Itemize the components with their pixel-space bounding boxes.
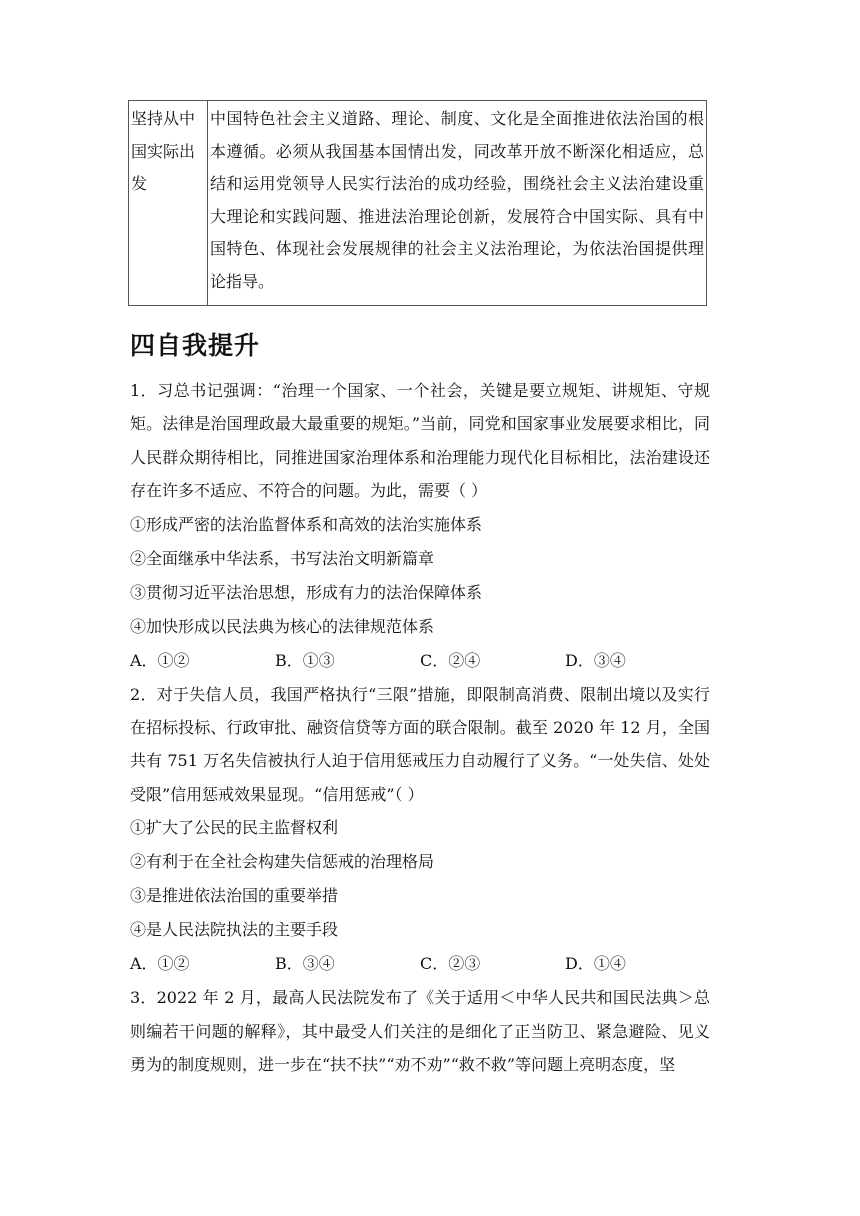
choice-b: B．①③ <box>275 650 335 670</box>
statement-option: ①形成严密的法治监督体系和高效的法治实施体系 <box>130 514 483 534</box>
choice-a: A．①② <box>130 954 190 974</box>
table-cell-label: 坚持从中国实际出发 <box>129 101 208 306</box>
question-stem: 2．对于失信人员，我国严格执行“三限”措施，即限制高消费、限制出境以及实行在招标投标、行政审批、融资信贷等方面的联合限制。截至 2020 年 12 月，全国共有 751 万名失信被执行人迫于信用惩戒压力自动履行了义务。“一处失信、处处受限”信用惩戒效果显现。“信用惩戒”（ ） <box>130 684 710 804</box>
question-3 <box>130 981 710 1081</box>
choice-d: D．③④ <box>565 650 626 670</box>
statement-option: ①扩大了公民的民主监督权利 <box>130 818 339 838</box>
question-1 <box>130 374 710 678</box>
statement-option: ②全面继承中华法系，书写法治文明新篇章 <box>130 548 435 568</box>
choice-b: B．③④ <box>275 954 335 974</box>
section-heading: 四自我提升 <box>130 331 261 360</box>
statement-option: ③是推进依法治国的重要举措 <box>130 886 339 906</box>
answer-choices <box>130 947 710 981</box>
statement-option: ④是人民法院执法的主要手段 <box>130 920 339 940</box>
choice-d: D．①④ <box>565 954 626 974</box>
answer-choices <box>130 644 710 678</box>
choice-c: C．②③ <box>420 954 481 974</box>
choice-a: A．①② <box>130 650 190 670</box>
question-stem: 1．习总书记强调：“治理一个国家、一个社会，关键是要立规矩、讲规矩、守规矩。法律是治国理政最大最重要的规矩。”当前，同党和国家事业发展要求相比，同人民群众期待相比，同推进国家治理体系和治理能力现代化目标相比，法治建设还存在许多不适应、不符合的问题。为此，需要（ ） <box>130 381 710 501</box>
table-row <box>129 101 707 306</box>
statement-option: ②有利于在全社会构建失信惩戒的治理格局 <box>130 852 435 872</box>
question-list <box>130 374 710 1081</box>
statement-option: ③贯彻习近平法治思想，形成有力的法治保障体系 <box>130 582 483 602</box>
choice-c: C．②④ <box>420 650 481 670</box>
principle-table <box>128 100 707 306</box>
question-stem: 3．2022 年 2 月，最高人民法院发布了《关于适用＜中华人民共和国民法典＞总则编若干问题的解释》，其中最受人们关注的是细化了正当防卫、紧急避险、见义勇为的制度规则，进一步在“扶不扶”“劝不劝”“救不救”等问题上亮明态度，坚 <box>130 988 710 1075</box>
question-2 <box>130 678 710 982</box>
table-cell-content: 中国特色社会主义道路、理论、制度、文化是全面推进依法治国的根本遵循。必须从我国基本国情出发，同改革开放不断深化相适应，总结和运用党领导人民实行法治的成功经验，围绕社会主义法治建设重大理论和实践问题、推进法治理论创新，发展符合中国实际、具有中国特色、体现社会发展规律的社会主义法治理论，为依法治国提供理论指导。 <box>208 101 707 306</box>
statement-option: ④加快形成以民法典为核心的法律规范体系 <box>130 616 435 636</box>
